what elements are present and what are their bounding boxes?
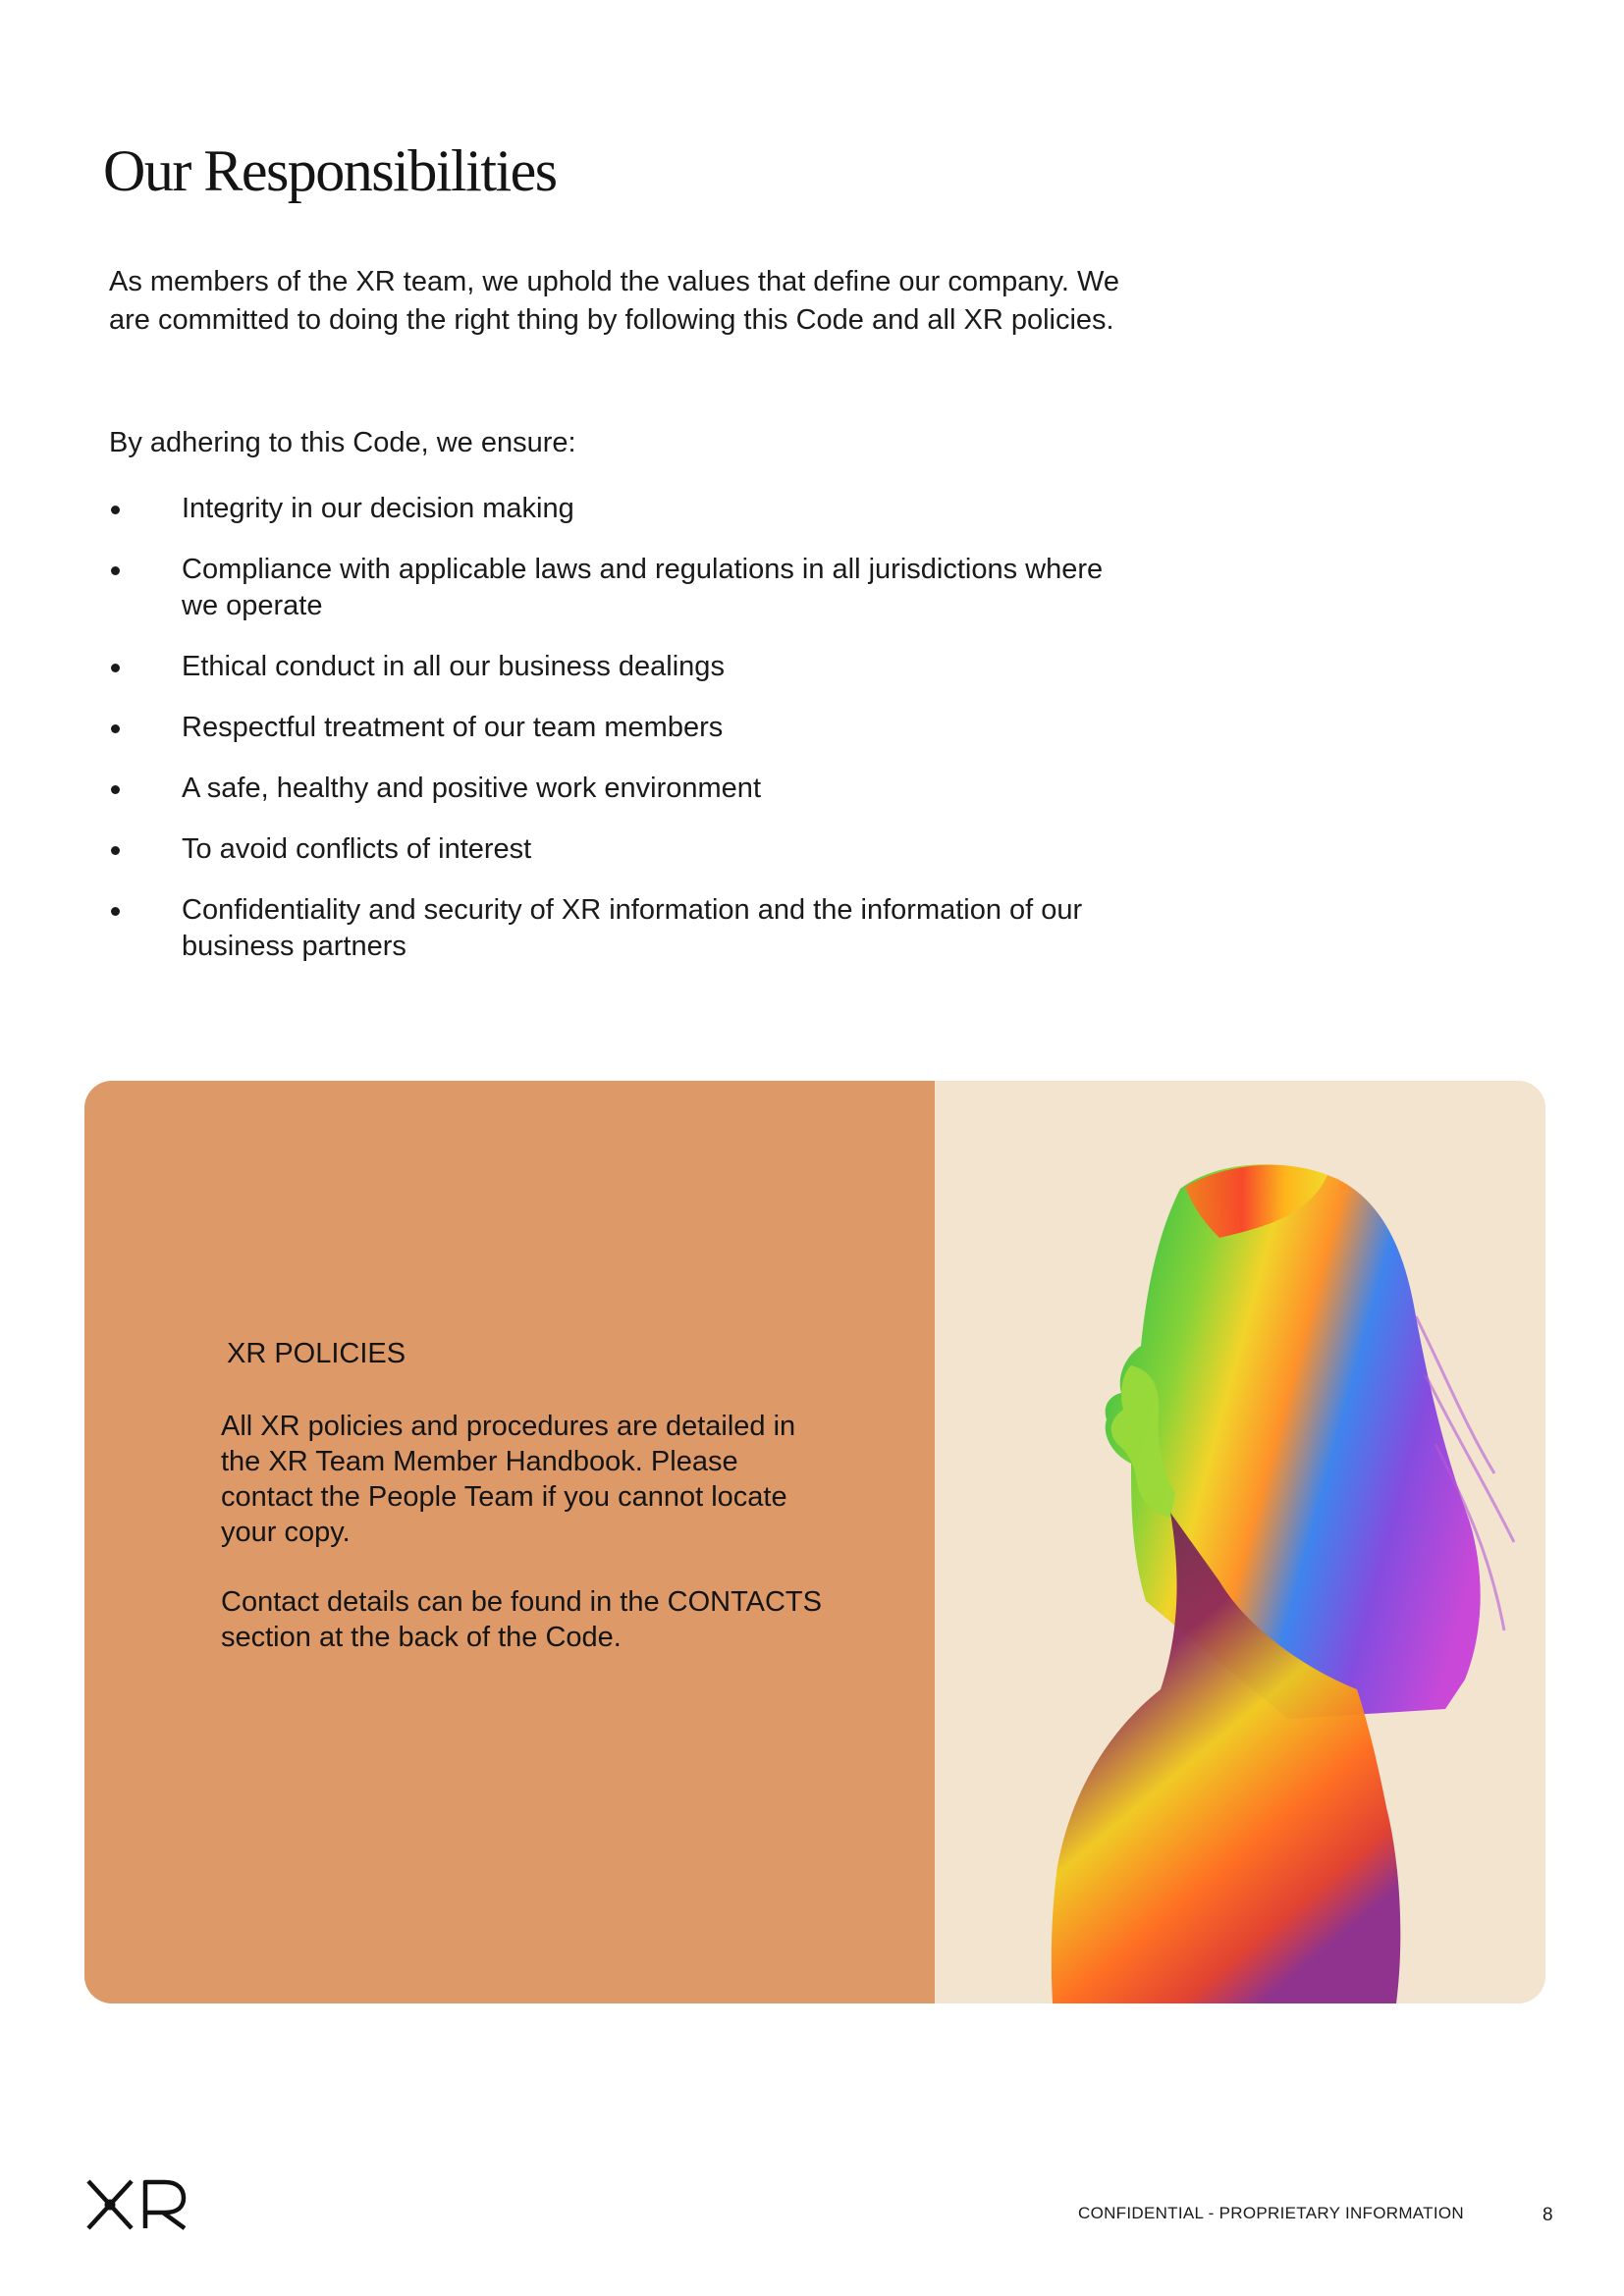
xr-logo-icon <box>84 2179 189 2230</box>
list-item-text: To avoid conflicts of interest <box>182 833 532 865</box>
bullet-icon <box>111 907 120 916</box>
photo-panel <box>935 1081 1545 2003</box>
list-item <box>109 892 1110 965</box>
confidential-notice: CONFIDENTIAL - PROPRIETARY INFORMATION <box>1078 2204 1464 2222</box>
policies-heading: XR POLICIES <box>227 1338 406 1369</box>
intro-paragraph: As members of the XR team, we uphold the values that define our company. We are committed to doing the right thing by following this Code and all XR policies. <box>109 266 1119 336</box>
page-title: Our Responsibilities <box>103 138 557 203</box>
list-item <box>109 771 1110 807</box>
list-item <box>109 552 1110 624</box>
bullet-icon <box>111 506 120 514</box>
list-item-text: Confidentiality and security of XR information and the information of our business partners <box>182 894 1083 962</box>
list-item <box>109 710 1110 746</box>
bullet-icon <box>111 724 120 733</box>
bullet-icon <box>111 846 120 855</box>
policies-card <box>84 1081 1545 2003</box>
bullet-icon <box>111 785 120 794</box>
list-item-text: Compliance with applicable laws and regulations in all jurisdictions where we operate <box>182 554 1104 621</box>
list-item-text: Ethical conduct in all our business dealings <box>182 651 725 682</box>
bullet-icon <box>111 664 120 672</box>
page-number: 8 <box>1543 2205 1553 2225</box>
list-item <box>109 831 1110 868</box>
list-item-text: A safe, healthy and positive work environment <box>182 773 761 804</box>
list-item <box>109 649 1110 685</box>
policies-panel <box>84 1081 935 2003</box>
contacts-paragraph: Contact details can be found in the CONTACTS section at the back of the Code. <box>221 1586 822 1653</box>
policies-paragraph: All XR policies and procedures are detailed in the XR Team Member Handbook. Please contact the People Team if you cannot locate your copy. <box>221 1411 796 1548</box>
list-item-text: Integrity in our decision making <box>182 493 574 524</box>
bullet-icon <box>111 566 120 575</box>
lead-sentence: By adhering to this Code, we ensure: <box>109 427 576 458</box>
list-item <box>109 491 1110 527</box>
responsibilities-list <box>109 491 1110 989</box>
rainbow-silhouette-image <box>935 1081 1545 2003</box>
list-item-text: Respectful treatment of our team members <box>182 712 724 743</box>
